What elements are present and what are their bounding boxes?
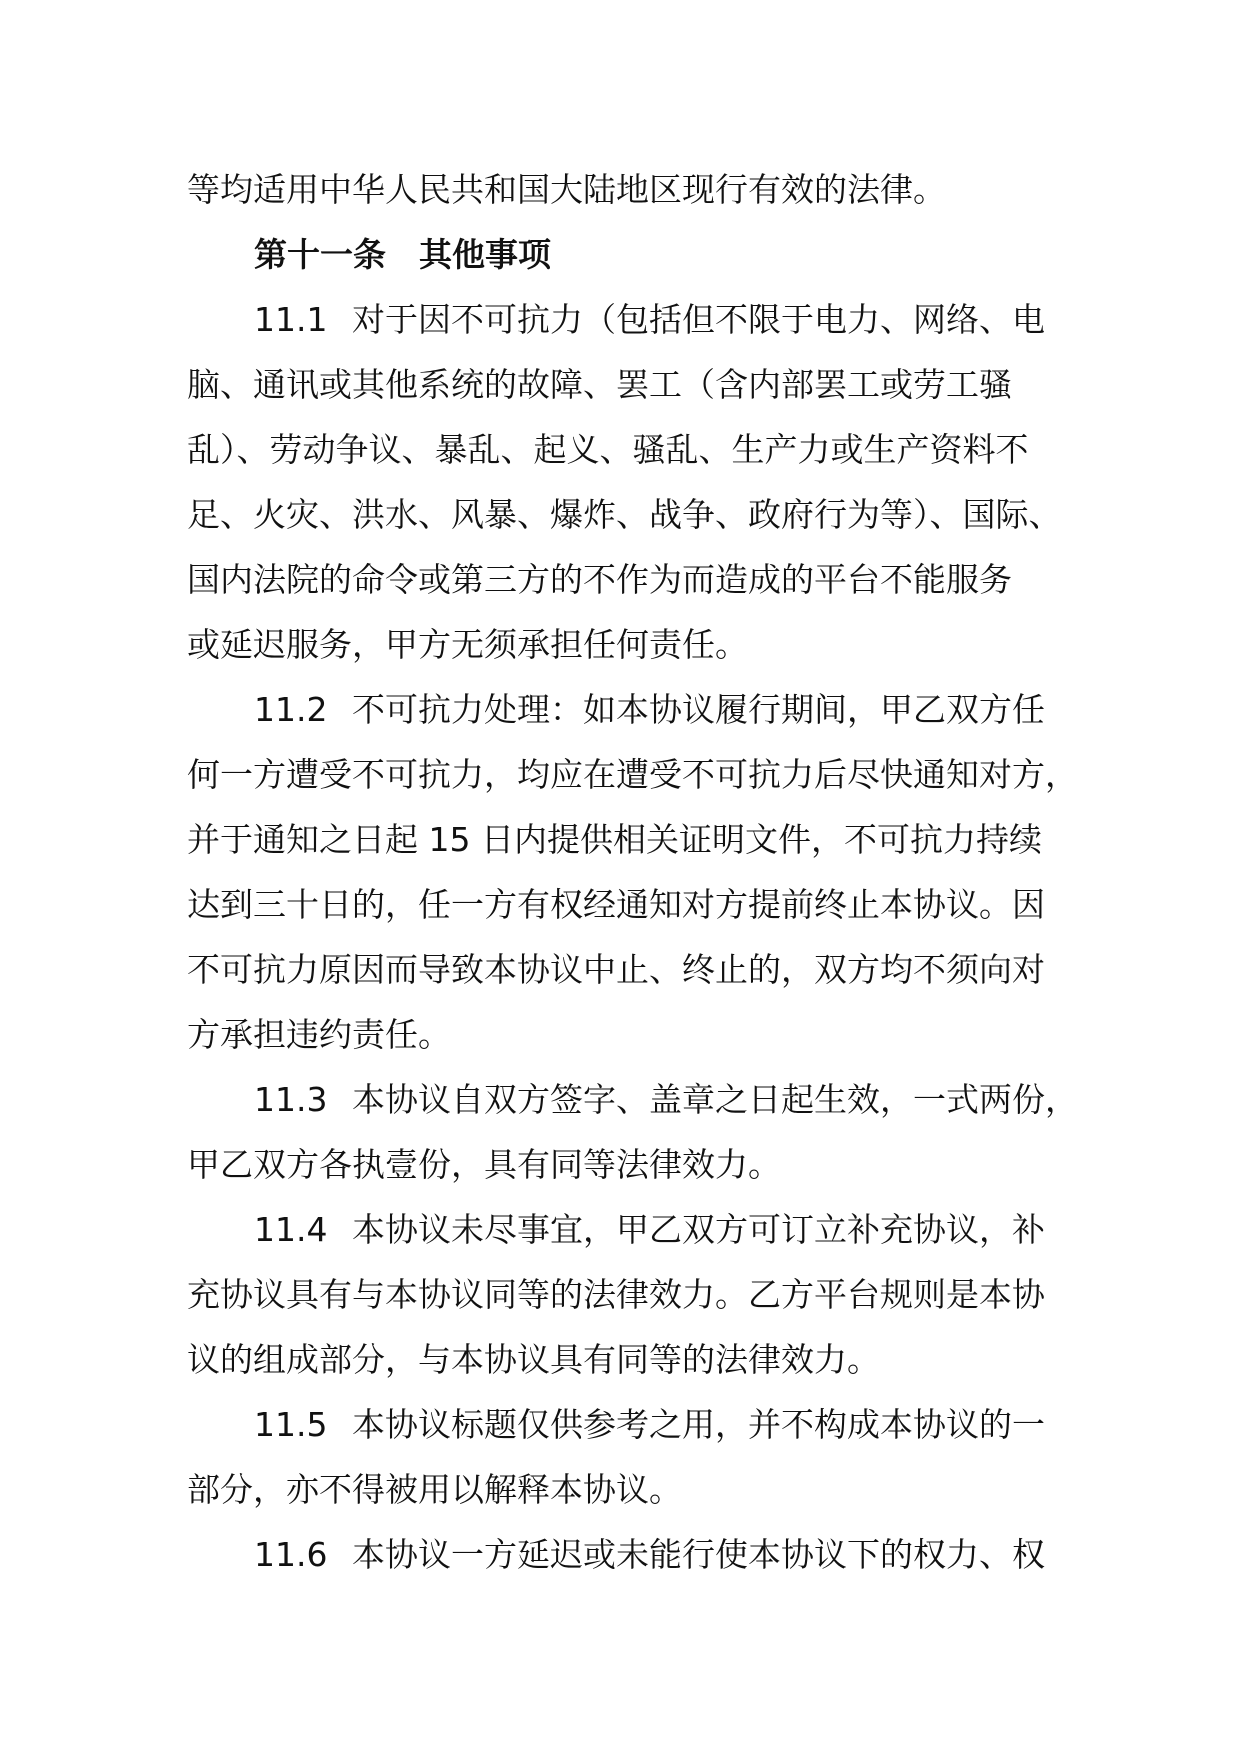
clause-11-3 <box>187 1067 1087 1197</box>
clause-text: 并于通知之日起 15 日内提供相关证明文件，不可抗力持续 <box>187 820 1042 859</box>
clause-text: 充协议具有与本协议同等的法律效力。乙方平台规则是本协 <box>187 1275 1045 1314</box>
article-heading <box>187 222 1087 287</box>
clause-text: 本协议标题仅供参考之用，并不构成本协议的一 <box>352 1405 1045 1444</box>
clause-first-line <box>187 677 1087 742</box>
clause-first-line <box>187 287 1087 352</box>
clause-text: 本协议自双方签字、盖章之日起生效，一式两份， <box>352 1080 1078 1119</box>
clause-number: 11.2 <box>254 690 328 729</box>
clause-first-line <box>187 1197 1087 1262</box>
clause-text: 甲乙双方各执壹份，具有同等法律效力。 <box>187 1145 781 1184</box>
clause-number: 11.6 <box>254 1535 328 1574</box>
clause-11-6 <box>187 1522 1087 1587</box>
clause-text: 议的组成部分，与本协议具有同等的法律效力。 <box>187 1340 880 1379</box>
clause-text: 脑、通讯或其他系统的故障、罢工（含内部罢工或劳工骚 <box>187 365 1012 404</box>
clause-text: 乱）、劳动争议、暴乱、起义、骚乱、生产力或生产资料不 <box>187 430 1029 469</box>
clause-first-line <box>187 1522 1087 1587</box>
clause-text: 不可抗力处理：如本协议履行期间，甲乙双方任 <box>352 690 1045 729</box>
clause-number: 11.3 <box>254 1080 328 1119</box>
text-line: 等均适用中华人民共和国大陆地区现行有效的法律。 <box>187 170 946 209</box>
clause-11-4 <box>187 1197 1087 1392</box>
clause-text: 部分，亦不得被用以解释本协议。 <box>187 1470 682 1509</box>
clause-first-line <box>187 1392 1087 1457</box>
clause-text: 或延迟服务，甲方无须承担任何责任。 <box>187 625 748 664</box>
heading-text: 第十一条 其他事项 <box>254 235 551 274</box>
lead-line <box>187 157 1087 222</box>
clause-first-line <box>187 1067 1087 1132</box>
clause-text: 本协议一方延迟或未能行使本协议下的权力、权 <box>352 1535 1045 1574</box>
clause-11-5 <box>187 1392 1087 1522</box>
clause-11-2 <box>187 677 1087 1067</box>
clause-text: 方承担违约责任。 <box>187 1015 451 1054</box>
clause-text: 本协议未尽事宜，甲乙双方可订立补充协议，补 <box>352 1210 1045 1249</box>
clause-text: 不可抗力原因而导致本协议中止、终止的，双方均不须向对 <box>187 950 1045 989</box>
clause-text: 对于因不可抗力（包括但不限于电力、网络、电 <box>352 300 1045 339</box>
clause-number: 11.1 <box>254 300 328 339</box>
clause-number: 11.5 <box>254 1405 328 1444</box>
clause-text: 何一方遭受不可抗力，均应在遭受不可抗力后尽快通知对方， <box>187 755 1078 794</box>
clause-text: 国内法院的命令或第三方的不作为而造成的平台不能服务 <box>187 560 1012 599</box>
clause-text: 足、火灾、洪水、风暴、爆炸、战争、政府行为等）、国际、 <box>187 495 1062 534</box>
clause-text: 达到三十日的，任一方有权经通知对方提前终止本协议。因 <box>187 885 1045 924</box>
clause-number: 11.4 <box>254 1210 328 1249</box>
clause-11-1 <box>187 287 1087 677</box>
document-body <box>187 157 1087 1587</box>
